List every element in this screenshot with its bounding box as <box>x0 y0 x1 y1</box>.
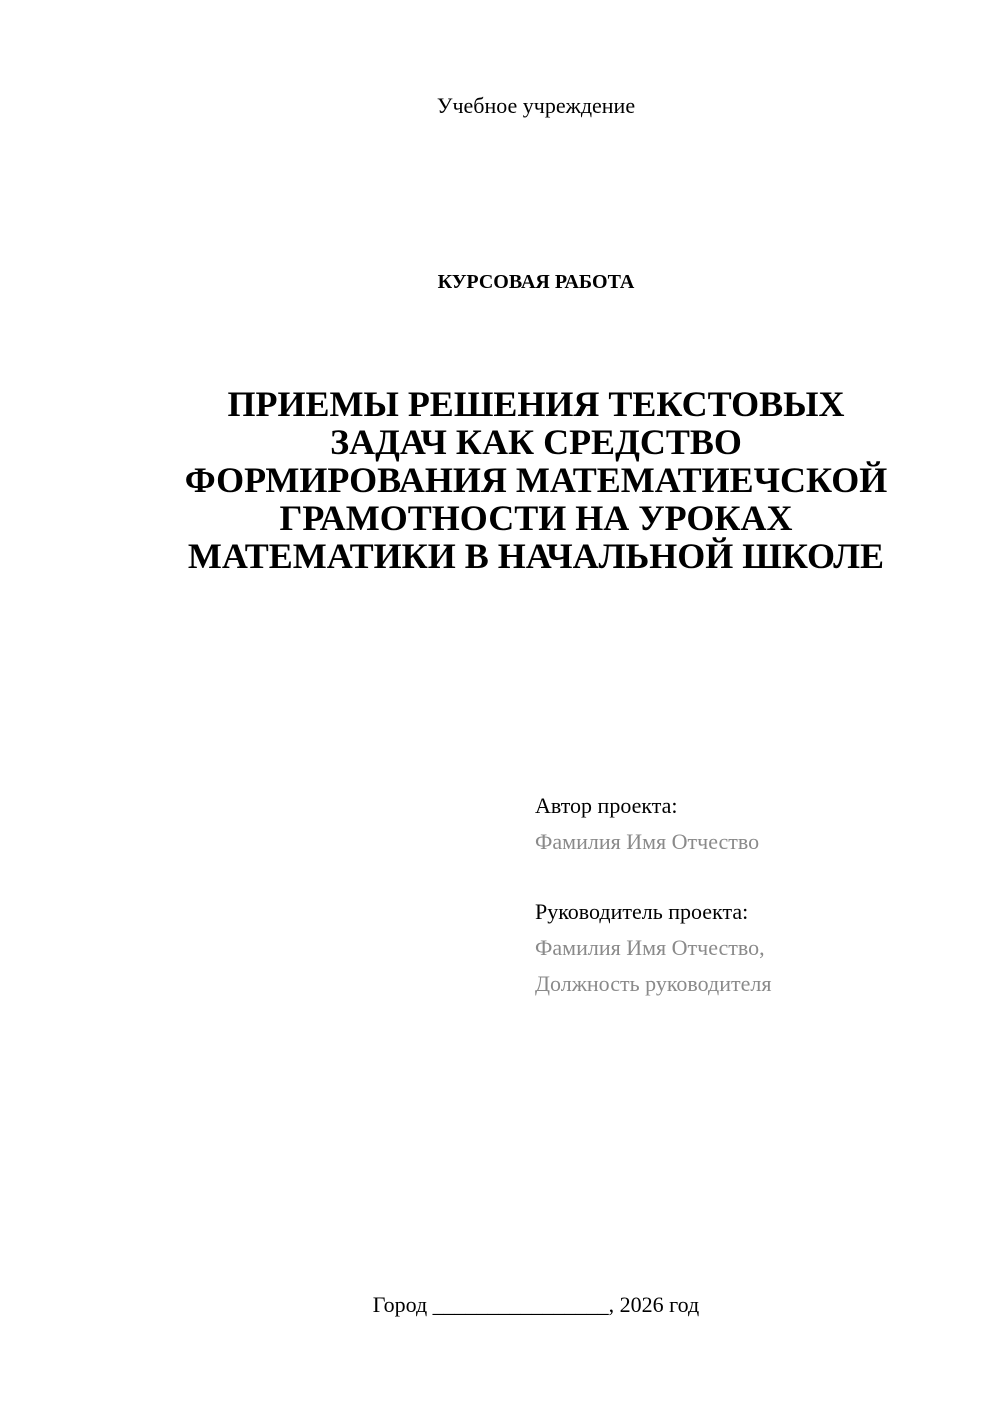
supervisor-name-placeholder: Фамилия Имя Отчество, <box>535 935 765 960</box>
supervisor-position-placeholder: Должность руководителя <box>535 971 772 996</box>
title-line: ГРАМОТНОСТИ НА УРОКАХ <box>279 498 793 538</box>
institution-name: Учебное учреждение <box>436 93 636 118</box>
info-spacer <box>535 860 955 894</box>
title-line: ФОРМИРОВАНИЯ МАТЕМАТИЕЧСКОЙ <box>184 460 888 500</box>
project-info <box>535 788 955 1002</box>
work-title <box>140 385 932 575</box>
author-label: Автор проекта: <box>535 793 678 818</box>
author-name-placeholder: Фамилия Имя Отчество <box>535 829 760 854</box>
title-line: ПРИЕМЫ РЕШЕНИЯ ТЕКСТОВЫХ <box>227 384 845 424</box>
supervisor-label: Руководитель проекта: <box>535 899 749 924</box>
title-line: МАТЕМАТИКИ В НАЧАЛЬНОЙ ШКОЛЕ <box>187 536 885 576</box>
title-line: ЗАДАЧ КАК СРЕДСТВО <box>330 422 742 462</box>
city-year-line: Город ________________, 2026 год <box>372 1292 700 1317</box>
document-type: КУРСОВАЯ РАБОТА <box>437 271 635 293</box>
